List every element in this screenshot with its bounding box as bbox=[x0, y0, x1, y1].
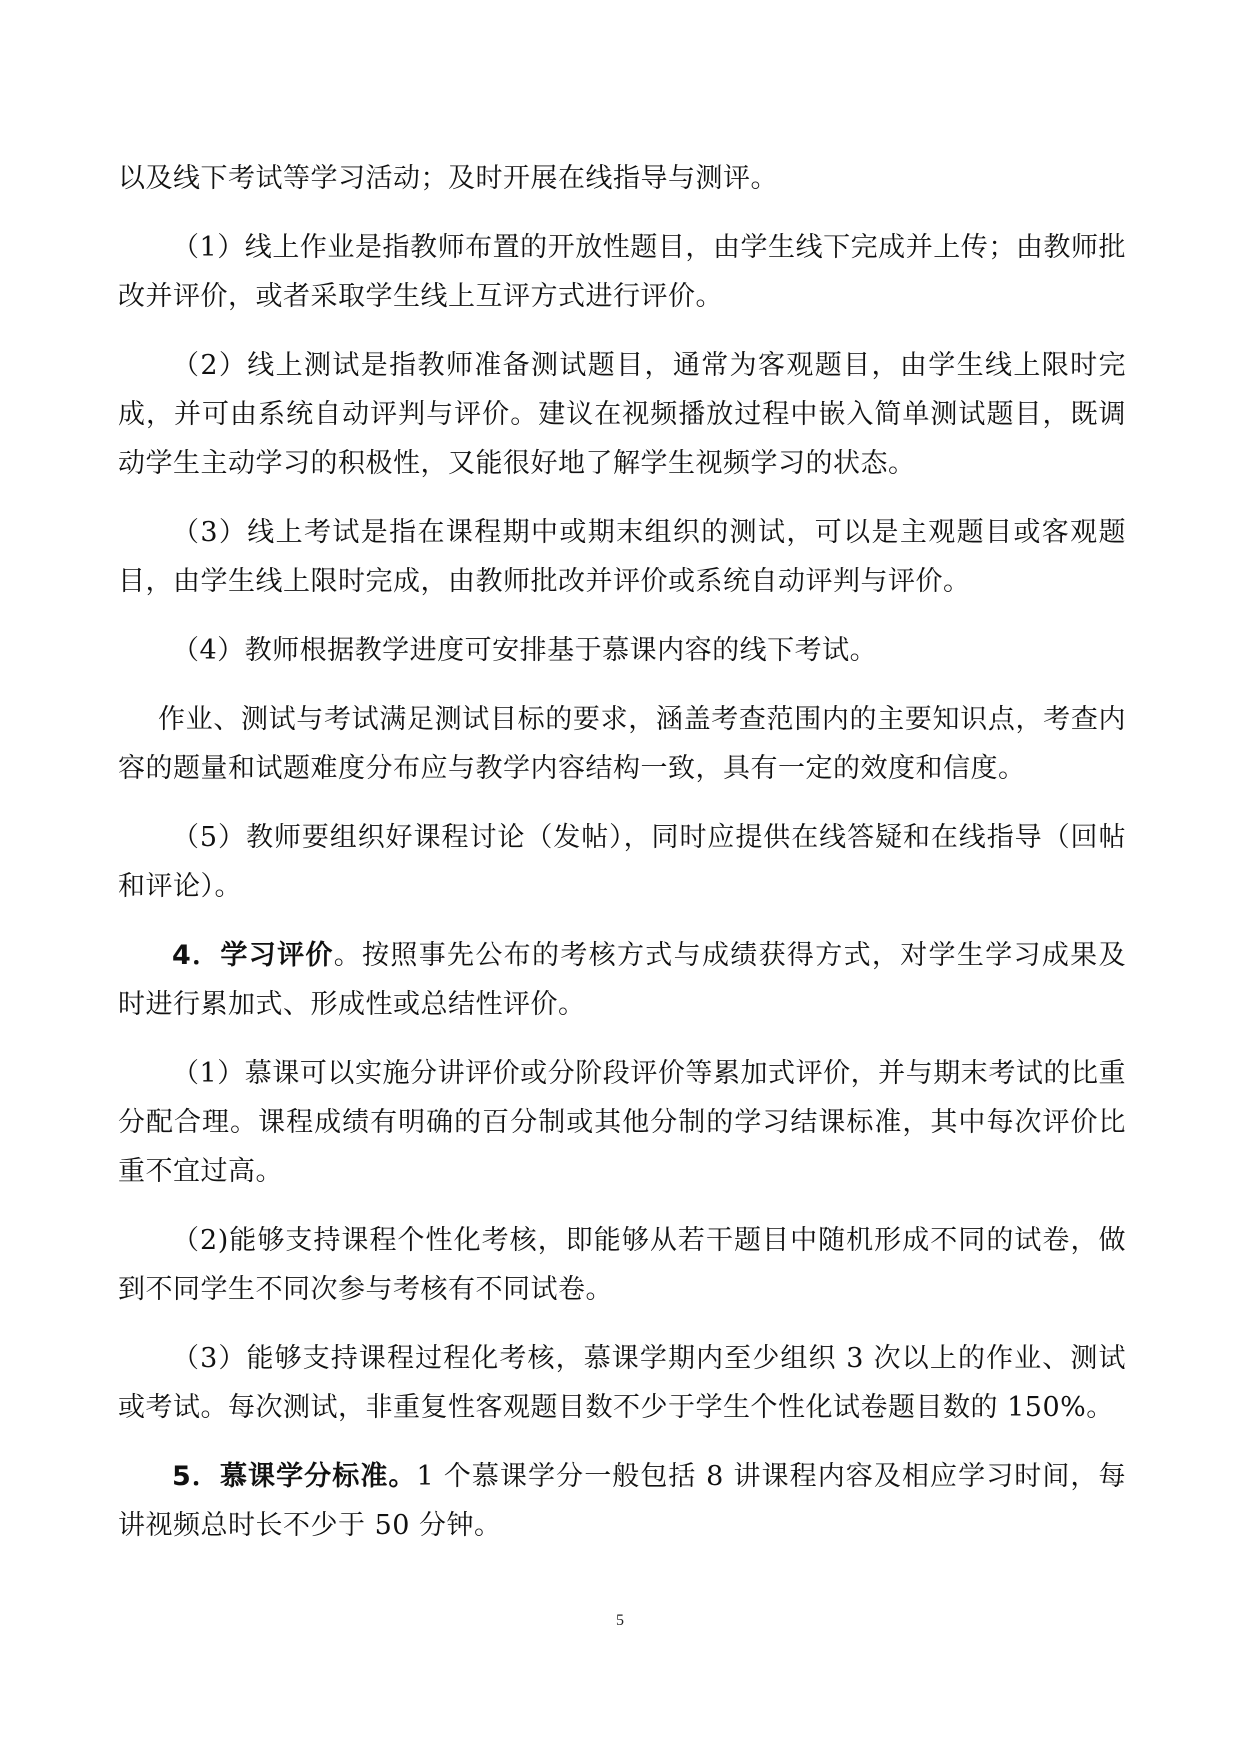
paragraph-text: （1）慕课可以实施分讲评价或分阶段评价等累加式评价，并与期末考试的比重分配合理。课程成绩有明确的百分制或其他分制的学习结课标准，其中每次评价比重不宜过高。 bbox=[118, 1058, 1126, 1187]
paragraph-text: （2）线上测试是指教师准备测试题目，通常为客观题目，由学生线上限时完成，并可由系统自动评判与评价。建议在视频播放过程中嵌入简单测试题目，既调动学生主动学习的积极性，又能很好地了解学生视频学习的状态。 bbox=[118, 350, 1126, 479]
page-number: 5 bbox=[616, 1612, 624, 1629]
paragraph-text: 。按照事先公布的考核方式与成绩获得方式，对学生学习成果及时进行累加式、形成性或总结性评价。 bbox=[118, 940, 1126, 1020]
paragraph-text: （3）线上考试是指在课程期中或期末组织的测试，可以是主观题目或客观题目，由学生线上限时完成，由教师批改并评价或系统自动评判与评价。 bbox=[118, 517, 1126, 597]
paragraph-offline-exam bbox=[118, 626, 1126, 675]
paragraph-process-assessment bbox=[118, 1334, 1126, 1432]
paragraph-online-homework bbox=[118, 223, 1126, 321]
section-heading: 4．学习评价 bbox=[172, 940, 334, 971]
paragraph-text: 作业、测试与考试满足测试目标的要求，涵盖考查范围内的主要知识点，考查内容的题量和试题难度分布应与教学内容结构一致，具有一定的效度和信度。 bbox=[118, 704, 1126, 784]
paragraph-continuation bbox=[118, 154, 1126, 203]
paragraph-online-exam bbox=[118, 508, 1126, 606]
document-body bbox=[118, 154, 1126, 1570]
paragraph-text: 1 个慕课学分一般包括 8 讲课程内容及相应学习时间，每讲视频总时长不少于 50 分钟。 bbox=[118, 1461, 1126, 1541]
section-learning-evaluation bbox=[118, 931, 1126, 1029]
paragraph-personalized-assessment bbox=[118, 1216, 1126, 1314]
paragraph-test-requirements bbox=[118, 695, 1126, 793]
paragraph-text: （1）线上作业是指教师布置的开放性题目，由学生线下完成并上传；由教师批改并评价，或者采取学生线上互评方式进行评价。 bbox=[118, 232, 1126, 312]
paragraph-text: （4）教师根据教学进度可安排基于慕课内容的线下考试。 bbox=[172, 635, 878, 666]
paragraph-text: （2)能够支持课程个性化考核，即能够从若干题目中随机形成不同的试卷，做到不同学生不同次参与考核有不同试卷。 bbox=[118, 1225, 1126, 1305]
paragraph-cumulative-evaluation bbox=[118, 1049, 1126, 1196]
paragraph-text: 以及线下考试等学习活动；及时开展在线指导与测评。 bbox=[118, 163, 778, 194]
section-credit-standard bbox=[118, 1452, 1126, 1550]
paragraph-text: （5）教师要组织好课程讨论（发帖），同时应提供在线答疑和在线指导（回帖和评论）。 bbox=[118, 822, 1126, 902]
paragraph-online-test bbox=[118, 341, 1126, 488]
section-heading: 5．慕课学分标准。 bbox=[172, 1461, 417, 1492]
paragraph-text: （3）能够支持课程过程化考核，慕课学期内至少组织 3 次以上的作业、测试或考试。每次测试，非重复性客观题目数不少于学生个性化试卷题目数的 150%。 bbox=[118, 1343, 1126, 1423]
paragraph-discussion bbox=[118, 813, 1126, 911]
